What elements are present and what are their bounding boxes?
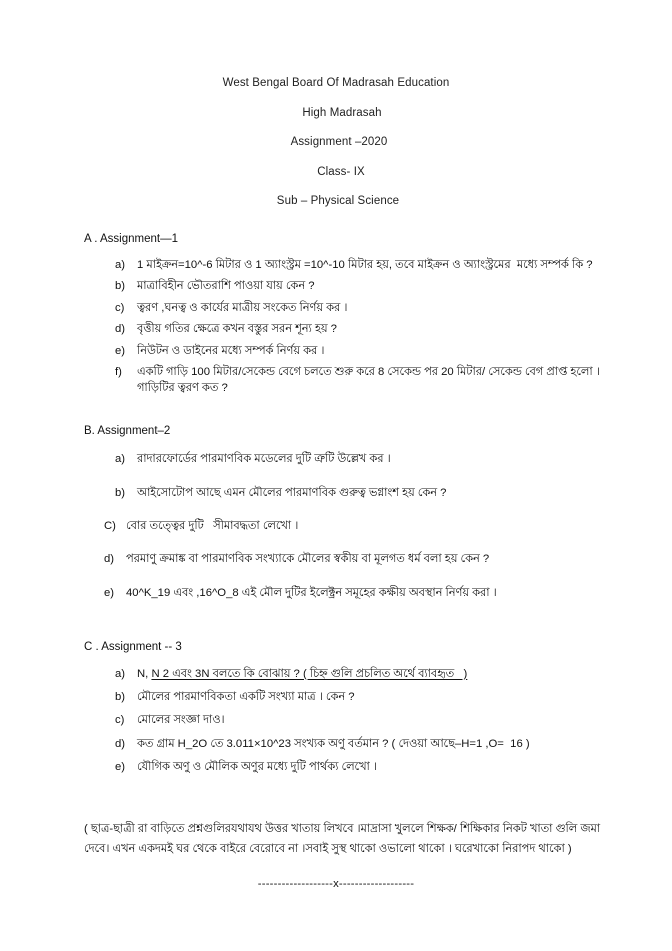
question-text: একটি গাড়ি 100 মিটার/সেকেন্ড বেগে চলতে শুরু করে 8 সেকেন্ড পর 20 মিটার/ সেকেন্ড বেগ প্রাপ্ত হলো ।গাড়িটির ত্বরণ কত ? xyxy=(137,365,600,395)
question-text: আইসোটোপ আছে এমন মৌলের পারমাণবিক গুরুত্ব ভগ্নাংশ হয় কেন ? xyxy=(137,486,447,499)
question-text-underlined: N 2 এবং 3N বলতে কি বোঝায় ? ( চিহ্ন গুলি প্রচলিত অর্থে ব্যাবহৃত ) xyxy=(151,667,468,680)
question-text: বৃত্তীয় গতির ক্ষেত্রে কখন বস্তুর সরন শূন্য হয় ? xyxy=(137,323,337,336)
question-text: মাত্রাবিহীন ভৌতরাশি পাওয়া যায় কেন ? xyxy=(137,280,315,293)
question-item xyxy=(115,257,642,273)
question-text: যৌগিক অণু ও মৌলিক অণুর মধ্যে দুটি পার্থক্য লেখো । xyxy=(137,761,377,773)
question-marker: C) xyxy=(104,519,116,532)
institution-level: High Madrasah xyxy=(302,106,382,119)
document-header xyxy=(0,0,672,208)
question-item xyxy=(104,518,642,534)
question-text: নিউটন ও ডাইনের মধ্যে সম্পর্ক নির্ণয় কর । xyxy=(137,344,325,357)
question-item xyxy=(115,666,642,682)
question-item xyxy=(115,300,642,316)
question-text: মৌলের পারমাণবিকতা একটি সংখ্যা মাত্র । কেন ? xyxy=(137,690,355,703)
assignment-year: Assignment –2020 xyxy=(290,136,388,148)
question-item xyxy=(104,485,642,501)
question-marker: d) xyxy=(115,323,126,336)
question-item xyxy=(104,451,642,467)
assignment-section-c xyxy=(0,618,672,775)
footer-separator: -------------------x------------------- xyxy=(257,877,415,890)
question-item xyxy=(115,712,642,728)
question-text: ত্বরণ ,ঘনত্ব ও কার্যের মাত্রীয় সংকেত নির্ণয় কর । xyxy=(137,301,348,314)
question-marker: e) xyxy=(104,586,115,599)
section-b-question-list xyxy=(0,437,672,601)
question-marker: d) xyxy=(104,553,115,566)
question-text-prefix: N, xyxy=(137,667,152,680)
question-marker: c) xyxy=(115,714,125,727)
question-item xyxy=(115,364,642,397)
question-marker: a) xyxy=(115,453,126,466)
assignment-section-b xyxy=(0,402,672,601)
question-item xyxy=(115,759,642,775)
question-marker: b) xyxy=(115,486,126,499)
assignment-section-a xyxy=(0,208,672,397)
board-name: West Bengal Board Of Madrasah Education xyxy=(222,77,450,89)
section-b-title: B. Assignment–2 xyxy=(84,424,171,437)
question-marker: b) xyxy=(115,280,126,293)
question-text xyxy=(137,666,642,682)
question-text: পরমাণু ক্রমাঙ্ক বা পারমাণবিক সংখ্যাকে মৌলের স্বকীয় বা মূলগত ধর্ম বলা হয় কেন ? xyxy=(126,553,490,566)
section-c-title: C . Assignment -- 3 xyxy=(84,641,182,653)
question-marker: d) xyxy=(115,737,126,750)
section-a-title: A . Assignment—1 xyxy=(84,232,178,245)
question-marker: b) xyxy=(115,690,126,703)
question-text: মোলের সংজ্ঞা দাও। xyxy=(137,714,225,727)
question-text: 40^K_19 এবং ,16^O_8 এই মৌল দুটির ইলেক্ট্রন সমূহের কক্ষীয় অবস্থান নির্ণয় করা । xyxy=(126,586,497,599)
question-marker: a) xyxy=(115,667,126,680)
subject-label: Sub – Physical Science xyxy=(276,195,400,207)
question-item xyxy=(104,585,642,601)
question-marker: e) xyxy=(115,761,126,773)
section-c-question-list xyxy=(0,654,672,776)
question-item xyxy=(115,736,642,752)
question-item xyxy=(104,551,642,567)
question-text: রাদারফোর্ডের পারমাণবিক মডেলের দুটি ত্রুটি উল্লেখ কর । xyxy=(137,453,391,466)
question-marker: a) xyxy=(115,259,126,271)
closing-instructions: ( ছাত্র-ছাত্রী রা বাড়িতে প্রশ্নগুলিরযথাযথ উত্তর খাতায় লিখবে ।মাদ্রাসা খুললে শিক্ষক/ শিক্ষিকার নিকট খাতা গুলি জমা দেবে। এখন একদমই ঘর থেকে বাইরে বেরোবে না ।সবাই সুস্থ থাকো ওভালো থাকো । ঘরেখাকো নিরাপদ থাকো ) xyxy=(84,823,600,856)
question-text: কত গ্রাম H_2O তে 3.011×10^23 সংখ্যক অণু বর্তমান ? ( দেওয়া আছে–H=1 ,O= 16 ) xyxy=(137,737,530,750)
question-item xyxy=(115,343,642,359)
question-item xyxy=(115,689,642,705)
class-label: Class- IX xyxy=(317,165,365,178)
question-marker: f) xyxy=(115,365,122,378)
question-item xyxy=(115,321,642,337)
question-marker: c) xyxy=(115,301,125,314)
question-text: বোর তত্ত্বের দুটি সীমাবদ্ধতা লেখো । xyxy=(126,519,299,532)
question-text: 1 মাইক্রন=10^-6 মিটার ও 1 অ্যাংস্ট্রম =10^-10 মিটার হয়, তবে মাইক্রন ও অ্যাংস্ট্রমের মধ্যে সম্পর্ক কি ? xyxy=(137,259,593,271)
section-a-question-list xyxy=(0,245,672,397)
question-item xyxy=(115,278,642,294)
question-marker: e) xyxy=(115,344,126,357)
